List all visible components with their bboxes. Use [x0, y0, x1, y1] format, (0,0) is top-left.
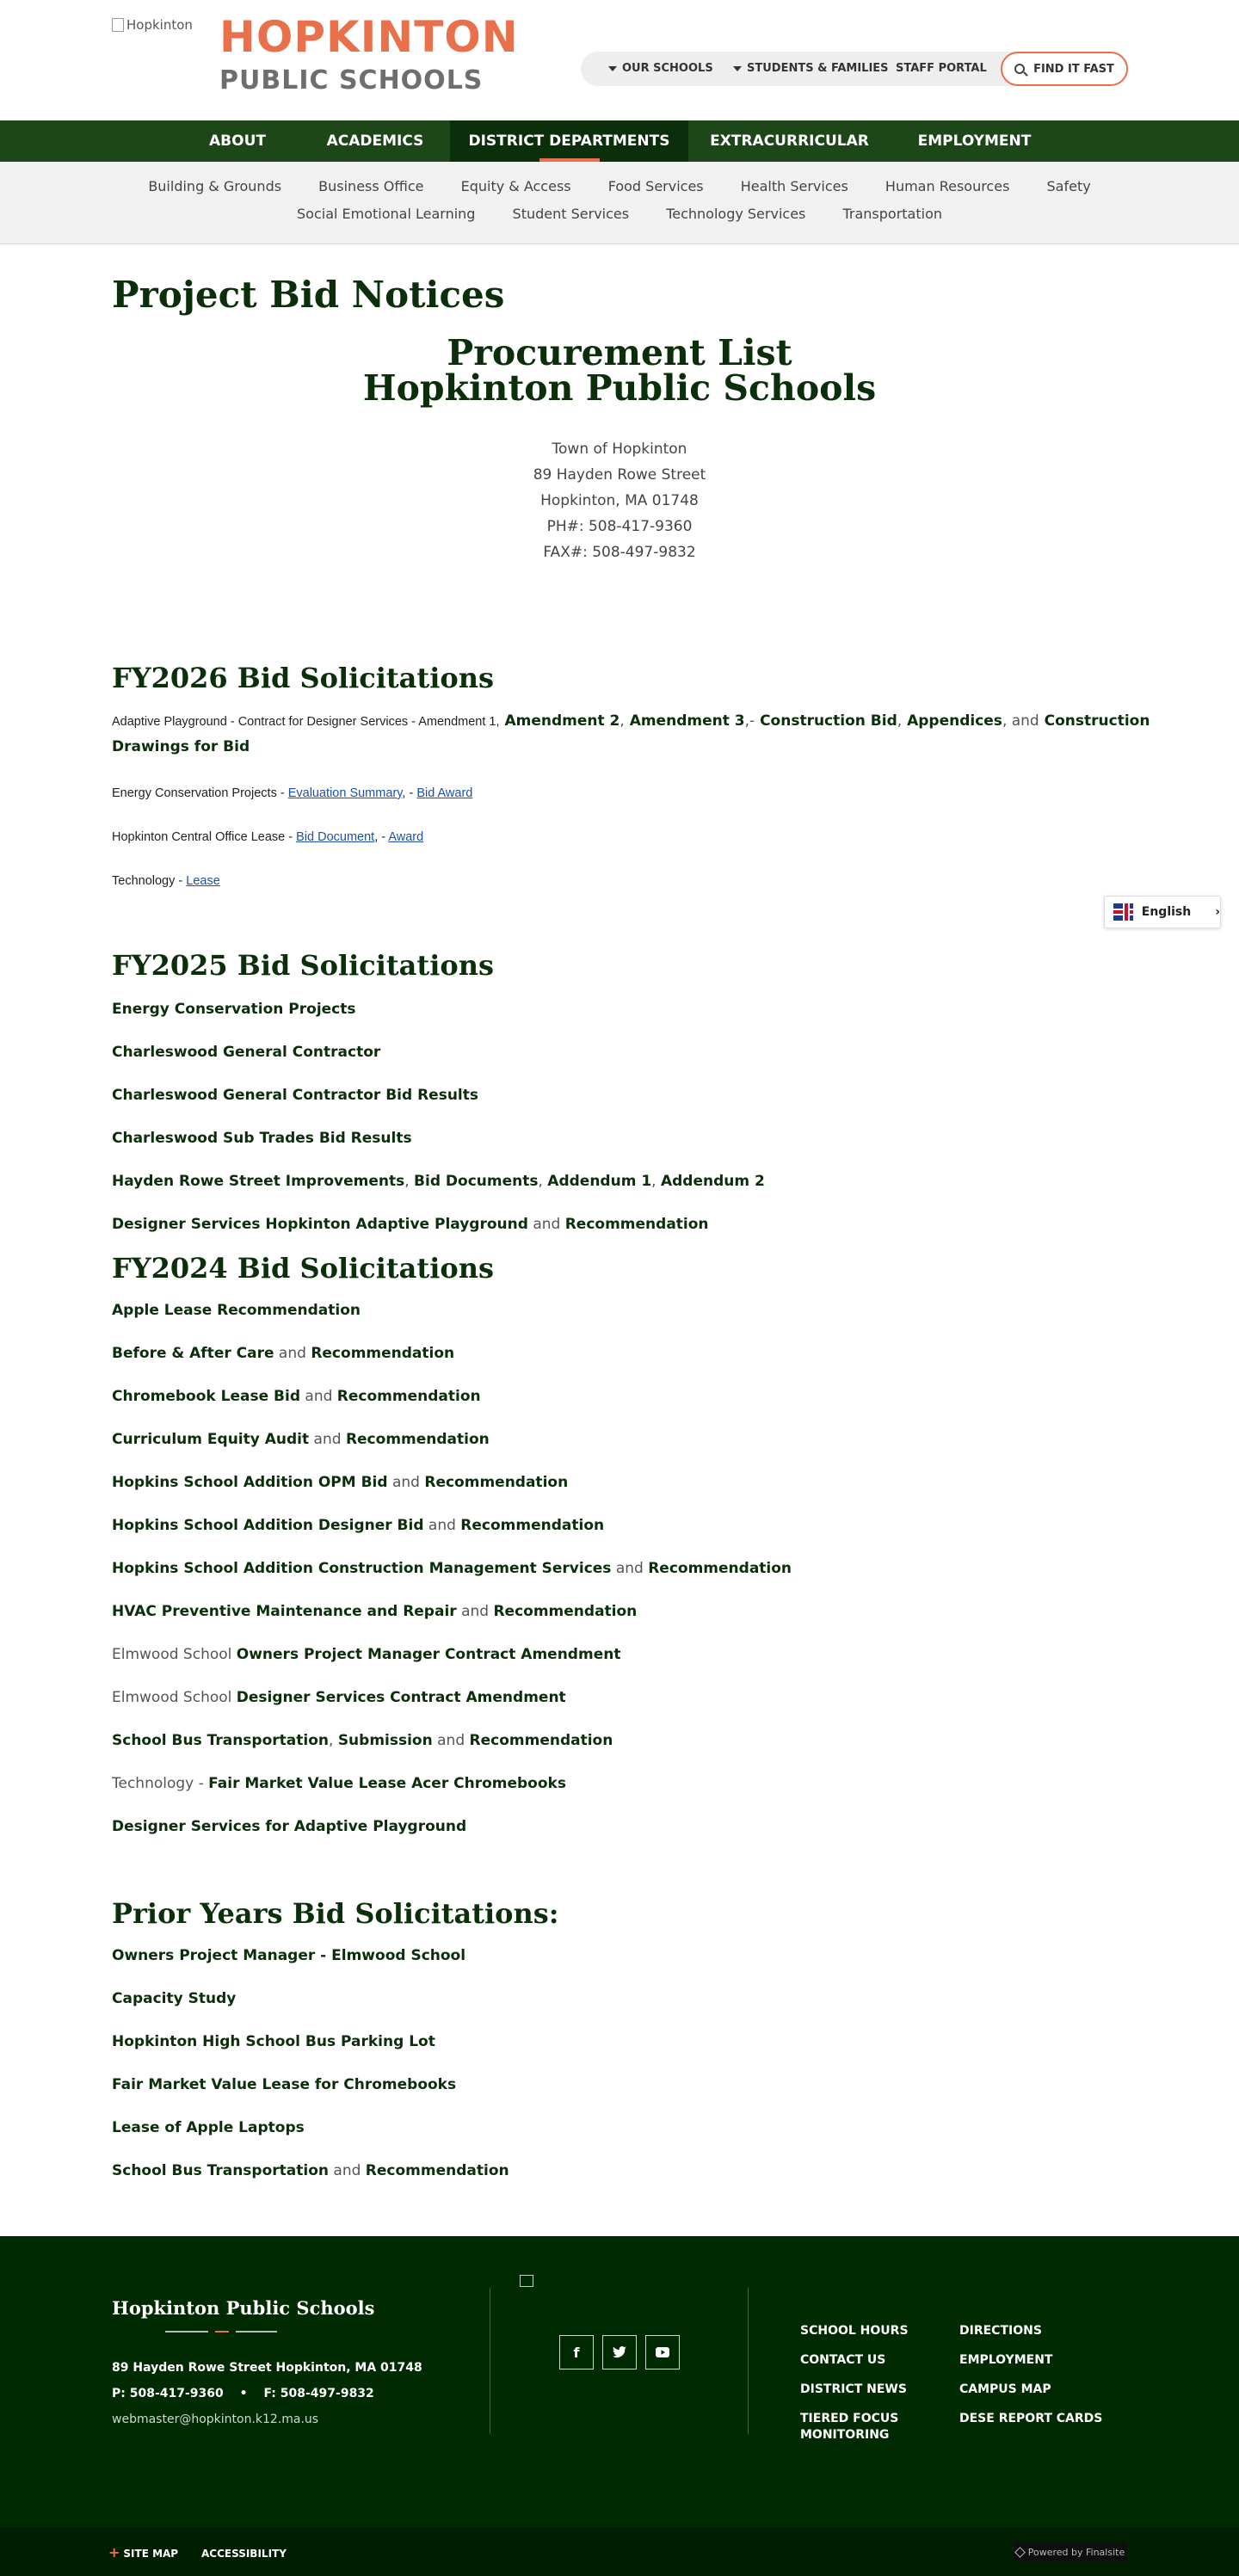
subnav-transportation[interactable]: Transportation	[842, 206, 942, 222]
subnav-row-1	[0, 178, 1239, 194]
staff-portal-link[interactable]: STAFF PORTAL	[896, 62, 987, 75]
main-nav	[0, 120, 1239, 162]
prior-bus-parking-link[interactable]: Hopkinton High School Bus Parking Lot	[112, 2033, 435, 2050]
designer-recommendation-link[interactable]: Recommendation	[460, 1517, 605, 1534]
bid-award-link[interactable]: Bid Award	[416, 786, 473, 800]
footer-dese-report-cards[interactable]: DESE REPORT CARDS	[959, 2412, 1103, 2425]
lease-link[interactable]: Lease	[186, 874, 220, 888]
footer-address: 89 Hayden Rowe Street Hopkinton, MA 01748	[112, 2361, 422, 2375]
subnav-social-emotional[interactable]: Social Emotional Learning	[297, 206, 476, 222]
opm-bid-link[interactable]: Hopkins School Addition OPM Bid	[112, 1474, 388, 1491]
uk-flag-icon	[1113, 903, 1133, 921]
fy2025-charleswood-results-link[interactable]: Charleswood General Contractor Bid Results	[112, 1087, 478, 1104]
fy2024-elmwood-designer-row: Elmwood School Designer Services Contract Amendment	[112, 1689, 566, 1706]
fy2025-charleswood-gc-link[interactable]: Charleswood General Contractor	[112, 1044, 381, 1061]
fy2024-elmwood-opm-row: Elmwood School Owners Project Manager Contract Amendment	[112, 1646, 621, 1663]
find-it-fast-button[interactable]: FIND IT FAST	[1001, 52, 1128, 86]
chevron-right-icon: ›	[1215, 905, 1220, 919]
students-families-dropdown[interactable]: STUDENTS & FAMILIES	[733, 62, 889, 75]
footer-phone-fax: P: 508-417-9360 • F: 508-497-9832	[112, 2387, 374, 2400]
site-footer	[0, 2236, 1239, 2527]
footer-divider-right	[748, 2288, 749, 2434]
fy2024-equity-row: Curriculum Equity Audit and Recommendation	[112, 1431, 490, 1448]
nav-academics[interactable]: ACADEMICS	[326, 132, 424, 150]
prior-bus-row: School Bus Transportation and Recommendation	[112, 2162, 509, 2179]
powered-by-finalsite[interactable]: Powered by Finalsite	[1014, 2542, 1127, 2561]
fy2025-recommendation-link[interactable]: Recommendation	[564, 1216, 709, 1233]
opm-recommendation-link[interactable]: Recommendation	[424, 1474, 569, 1491]
construction-drawings-link[interactable]: Construction	[1044, 712, 1150, 730]
twitter-icon[interactable]	[602, 2335, 637, 2370]
logo-alt-text: Hopkinton	[126, 17, 193, 33]
district-name[interactable]: HOPKINTON	[219, 12, 519, 62]
fy2025-designer-link[interactable]: Designer Services Hopkinton Adaptive Playground	[112, 1216, 528, 1233]
site-header	[0, 0, 1239, 120]
address-block: Town of Hopkinton 89 Hayden Rowe Street Hopkinton, MA 01748 PH#: 508-417-9360 FAX#: 508-497-9832	[533, 441, 706, 561]
plus-icon: +	[108, 2544, 120, 2561]
prior-fmv-chromebooks-link[interactable]: Fair Market Value Lease for Chromebooks	[112, 2076, 457, 2093]
facebook-icon[interactable]: f	[559, 2335, 594, 2370]
prior-recommendation-link[interactable]: Recommendation	[365, 2162, 509, 2179]
site-map-link[interactable]: + SITE MAP	[108, 2544, 179, 2561]
search-icon	[1014, 64, 1025, 74]
fy2026-heading: FY2026 Bid Solicitations	[112, 662, 494, 694]
amendment-3-link[interactable]: Amendment 3	[629, 712, 745, 730]
subnav-technology-services[interactable]: Technology Services	[666, 206, 806, 222]
before-after-care-link[interactable]: Before & After Care	[112, 1345, 274, 1362]
footer-school-hours[interactable]: SCHOOL HOURS	[800, 2324, 909, 2338]
nav-employment[interactable]: EMPLOYMENT	[917, 132, 1032, 150]
nav-about[interactable]: ABOUT	[209, 132, 266, 150]
department-subnav	[0, 162, 1239, 244]
appendices-link[interactable]: Appendices	[907, 712, 1002, 730]
broken-image-icon	[112, 18, 124, 32]
subnav-building-grounds[interactable]: Building & Grounds	[148, 178, 282, 194]
hayden-addendum-2-link[interactable]: Addendum 2	[660, 1173, 765, 1190]
footer-district-news[interactable]: DISTRICT NEWS	[800, 2382, 907, 2396]
subnav-student-services[interactable]: Student Services	[512, 206, 630, 222]
fy2024-opm-row: Hopkins School Addition OPM Bid and Recommendation	[112, 1474, 569, 1491]
hvac-recommendation-link[interactable]: Recommendation	[493, 1603, 638, 1620]
fy2024-cms-row: Hopkins School Addition Construction Management Services and Recommendation	[112, 1560, 792, 1577]
fy2025-designer-row: Designer Services Hopkinton Adaptive Playground and Recommendation	[112, 1216, 709, 1233]
footer-email[interactable]: webmaster@hopkinton.k12.ma.us	[112, 2413, 319, 2426]
prior-bus-link[interactable]: School Bus Transportation	[112, 2162, 329, 2179]
nav-extracurricular[interactable]: EXTRACURRICULAR	[710, 132, 869, 150]
hvac-link[interactable]: HVAC Preventive Maintenance and Repair	[112, 1603, 457, 1620]
equity-recommendation-link[interactable]: Recommendation	[345, 1431, 490, 1448]
bid-document-link[interactable]: Bid Document	[296, 830, 375, 844]
fy2025-energy-link[interactable]: Energy Conservation Projects	[112, 1001, 356, 1018]
acer-chromebooks-link[interactable]: Fair Market Value Lease Acer Chromebooks	[208, 1775, 566, 1792]
bus-submission-link[interactable]: Submission	[337, 1732, 433, 1749]
finalsite-logo-icon	[1014, 2547, 1026, 2558]
subnav-row-2	[0, 206, 1239, 222]
fy2024-designer-row: Hopkins School Addition Designer Bid and Recommendation	[112, 1517, 605, 1534]
fy2025-sub-trades-link[interactable]: Charleswood Sub Trades Bid Results	[112, 1130, 412, 1147]
bus-recommendation-link[interactable]: Recommendation	[469, 1732, 613, 1749]
fy2024-hvac-row: HVAC Preventive Maintenance and Repair and Recommendation	[112, 1603, 638, 1620]
fy2026-office-row: Hopkinton Central Office Lease - Bid Document, - Award	[112, 830, 424, 844]
cms-link[interactable]: Hopkins School Addition Construction Management Services	[112, 1560, 612, 1577]
fy2025-heading: FY2025 Bid Solicitations	[112, 949, 494, 982]
evaluation-summary-link[interactable]: Evaluation Summary	[287, 786, 403, 800]
chromebook-bid-link[interactable]: Chromebook Lease Bid	[112, 1388, 300, 1405]
bus-transportation-link[interactable]: School Bus Transportation	[112, 1732, 329, 1749]
caret-down-icon	[733, 66, 742, 71]
footer-image-placeholder	[520, 2275, 533, 2287]
award-link[interactable]: Award	[388, 830, 424, 844]
fy2026-adaptive-row: Adaptive Playground - Contract for Designer Services - Amendment 1, Amendment 2, Amendment 3,- Construction Bid, Appendices, and Construction	[112, 712, 1150, 730]
hayden-addendum-1-link[interactable]: Addendum 1	[547, 1173, 652, 1190]
construction-bid-link[interactable]: Construction Bid	[760, 712, 897, 730]
hayden-rowe-link[interactable]: Hayden Rowe Street Improvements	[112, 1173, 405, 1190]
prior-capacity-study-link[interactable]: Capacity Study	[112, 1990, 237, 2007]
fy2026-tech-row: Technology - Lease	[112, 874, 220, 888]
subnav-health-services[interactable]: Health Services	[740, 178, 848, 194]
fy2024-heading: FY2024 Bid Solicitations	[112, 1252, 494, 1285]
adaptive-playground-designer-link[interactable]: Designer Services for Adaptive Playground	[112, 1818, 467, 1835]
amendment-2-link[interactable]: Amendment 2	[504, 712, 620, 730]
nav-district-departments[interactable]: DISTRICT DEPARTMENTS	[450, 120, 688, 162]
subnav-human-resources[interactable]: Human Resources	[885, 178, 1010, 194]
hayden-bid-documents-link[interactable]: Bid Documents	[414, 1173, 539, 1190]
page-title: Project Bid Notices	[112, 274, 505, 316]
caret-down-icon	[608, 66, 617, 71]
youtube-icon[interactable]	[645, 2335, 680, 2370]
fy2024-before-row: Before & After Care and Recommendation	[112, 1345, 455, 1362]
footer-directions[interactable]: DIRECTIONS	[959, 2324, 1042, 2338]
district-subtitle[interactable]: PUBLIC SCHOOLS	[219, 65, 484, 96]
elmwood-designer-amendment-link[interactable]: Designer Services Contract Amendment	[236, 1689, 566, 1706]
apple-lease-link[interactable]: Apple Lease Recommendation	[112, 1302, 361, 1319]
chromebook-recommendation-link[interactable]: Recommendation	[336, 1388, 481, 1405]
fy2024-bus-row: School Bus Transportation, Submission and Recommendation	[112, 1732, 613, 1749]
footer-employment[interactable]: EMPLOYMENT	[959, 2353, 1053, 2367]
district-logo[interactable]	[112, 17, 193, 33]
designer-bid-link[interactable]: Hopkins School Addition Designer Bid	[112, 1517, 424, 1534]
construction-drawings-link-line2[interactable]: Drawings for Bid	[112, 738, 250, 755]
procurement-heading: Procurement List Hopkinton Public Schools	[362, 332, 877, 409]
language-selector[interactable]: English ›	[1104, 896, 1221, 928]
prior-elmwood-opm-link[interactable]: Owners Project Manager - Elmwood School	[112, 1947, 466, 1964]
footer-contact-us[interactable]: CONTACT US	[800, 2353, 886, 2367]
fy2026-energy-row: Energy Conservation Projects - Evaluation Summary, - Bid Award	[112, 786, 473, 800]
prior-years-heading: Prior Years Bid Solicitations:	[112, 1897, 559, 1930]
accessibility-link[interactable]: ACCESSIBILITY	[201, 2548, 287, 2560]
equity-audit-link[interactable]: Curriculum Equity Audit	[112, 1431, 310, 1448]
our-schools-dropdown[interactable]: OUR SCHOOLS	[608, 62, 713, 75]
fy2024-tech-row: Technology - Fair Market Value Lease Acer Chromebooks	[112, 1775, 566, 1792]
subnav-equity-access[interactable]: Equity & Access	[460, 178, 571, 194]
fy2025-hayden-row: Hayden Rowe Street Improvements, Bid Documents, Addendum 1, Addendum 2	[112, 1173, 765, 1190]
footer-tiered-focus[interactable]: TIERED FOCUS MONITORING	[800, 2412, 899, 2442]
prior-apple-laptops-link[interactable]: Lease of Apple Laptops	[112, 2119, 305, 2136]
footer-divider	[165, 2331, 277, 2333]
subnav-business-office[interactable]: Business Office	[318, 178, 424, 194]
before-recommendation-link[interactable]: Recommendation	[311, 1345, 455, 1362]
subnav-safety[interactable]: Safety	[1046, 178, 1091, 194]
footer-bottom-bar	[0, 2527, 1239, 2576]
subnav-food-services[interactable]: Food Services	[607, 178, 704, 194]
fy2024-chromebook-row: Chromebook Lease Bid and Recommendation	[112, 1388, 481, 1405]
footer-district-name: Hopkinton Public Schools	[112, 2297, 375, 2319]
footer-campus-map[interactable]: CAMPUS MAP	[959, 2382, 1051, 2396]
elmwood-opm-amendment-link[interactable]: Owners Project Manager Contract Amendment	[236, 1646, 621, 1663]
cms-recommendation-link[interactable]: Recommendation	[648, 1560, 792, 1577]
